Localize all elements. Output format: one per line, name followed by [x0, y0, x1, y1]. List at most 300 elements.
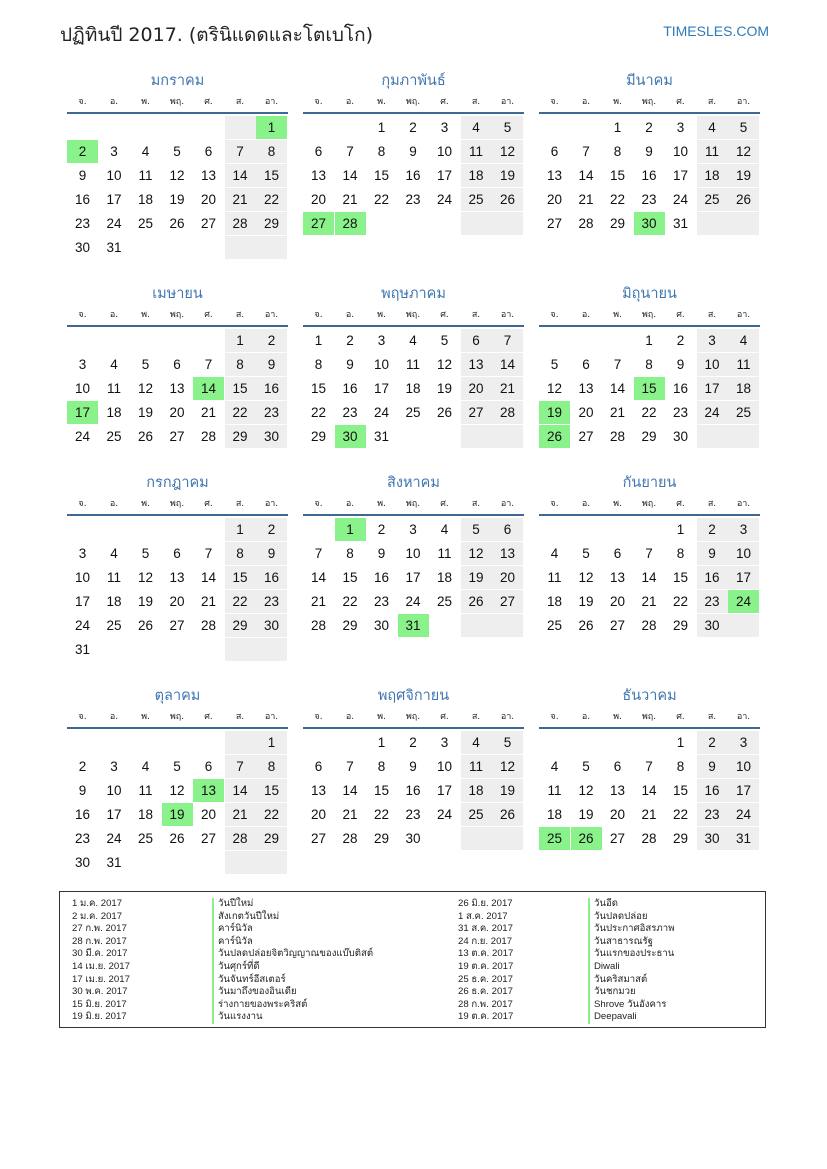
day-cell[interactable]: 4: [440, 522, 449, 537]
day-cell[interactable]: 1: [256, 731, 287, 754]
day-cell[interactable]: 23: [697, 803, 728, 826]
day-cell[interactable]: 20: [200, 807, 217, 822]
day-cell[interactable]: 2: [377, 522, 386, 537]
day-cell[interactable]: 21: [200, 405, 217, 420]
day-cell[interactable]: 21: [641, 807, 657, 822]
day-cell[interactable]: 26: [492, 188, 523, 211]
day-cell[interactable]: 27: [200, 216, 217, 231]
day-cell[interactable]: 7: [645, 546, 653, 561]
day-cell[interactable]: 29: [256, 212, 287, 235]
day-cell[interactable]: 2: [256, 518, 287, 541]
day-cell[interactable]: 14: [609, 381, 626, 396]
day-cell[interactable]: 30: [405, 831, 421, 846]
day-cell[interactable]: 17: [106, 807, 122, 822]
day-cell[interactable]: 11: [547, 570, 562, 585]
day-cell[interactable]: 18: [697, 164, 728, 187]
day-cell[interactable]: 25: [728, 401, 759, 424]
day-cell[interactable]: 29: [609, 216, 626, 231]
day-cell[interactable]: 27: [492, 590, 523, 613]
day-cell[interactable]: 10: [373, 357, 390, 372]
day-cell[interactable]: 7: [645, 759, 653, 774]
day-cell[interactable]: 7: [346, 144, 354, 159]
day-cell[interactable]: 28: [200, 429, 217, 444]
day-cell[interactable]: 30: [672, 429, 689, 444]
day-cell[interactable]: 21: [492, 377, 523, 400]
day-cell[interactable]: 4: [550, 759, 559, 774]
day-cell[interactable]: 17: [728, 566, 759, 589]
day-cell[interactable]: 14: [641, 570, 657, 585]
day-cell[interactable]: 27: [546, 216, 563, 231]
day-cell[interactable]: 22: [342, 594, 358, 609]
holiday-day-cell[interactable]: 26: [539, 425, 570, 448]
day-cell[interactable]: 11: [697, 140, 728, 163]
day-cell[interactable]: 29: [672, 618, 689, 633]
day-cell[interactable]: 11: [547, 783, 562, 798]
day-cell[interactable]: 25: [461, 803, 492, 826]
day-cell[interactable]: 6: [314, 759, 323, 774]
day-cell[interactable]: 11: [106, 381, 121, 396]
day-cell[interactable]: 16: [74, 192, 91, 207]
day-cell[interactable]: 12: [169, 168, 185, 183]
day-cell[interactable]: 24: [106, 831, 122, 846]
day-cell[interactable]: 16: [256, 377, 287, 400]
holiday-day-cell[interactable]: 19: [539, 401, 570, 424]
day-cell[interactable]: 24: [697, 401, 728, 424]
day-cell[interactable]: 27: [169, 618, 185, 633]
day-cell[interactable]: 25: [106, 429, 122, 444]
day-cell[interactable]: 3: [409, 522, 417, 537]
day-cell[interactable]: 10: [436, 759, 453, 774]
day-cell[interactable]: 27: [461, 401, 492, 424]
day-cell[interactable]: 5: [141, 546, 150, 561]
day-cell[interactable]: 28: [200, 618, 217, 633]
day-cell[interactable]: 6: [314, 144, 323, 159]
day-cell[interactable]: 17: [373, 381, 390, 396]
day-cell[interactable]: 12: [461, 542, 492, 565]
day-cell[interactable]: 19: [728, 164, 759, 187]
day-cell[interactable]: 19: [137, 594, 154, 609]
day-cell[interactable]: 3: [728, 518, 759, 541]
day-cell[interactable]: 14: [200, 570, 217, 585]
day-cell[interactable]: 8: [645, 357, 653, 372]
day-cell[interactable]: 9: [697, 755, 728, 778]
day-cell[interactable]: 27: [310, 831, 327, 846]
holiday-day-cell[interactable]: 1: [256, 116, 287, 139]
day-cell[interactable]: 6: [613, 546, 622, 561]
day-cell[interactable]: 19: [461, 566, 492, 589]
site-link[interactable]: TIMESLES.COM: [663, 23, 769, 39]
day-cell[interactable]: 23: [641, 192, 657, 207]
day-cell[interactable]: 24: [436, 807, 453, 822]
day-cell[interactable]: 4: [461, 731, 492, 754]
day-cell[interactable]: 25: [546, 618, 563, 633]
day-cell[interactable]: 10: [106, 783, 122, 798]
day-cell[interactable]: 14: [310, 570, 327, 585]
day-cell[interactable]: 6: [582, 357, 590, 372]
day-cell[interactable]: 8: [256, 140, 287, 163]
holiday-day-cell[interactable]: 24: [728, 590, 759, 613]
day-cell[interactable]: 28: [342, 831, 358, 846]
day-cell[interactable]: 13: [310, 783, 327, 798]
holiday-day-cell[interactable]: 14: [193, 377, 224, 400]
day-cell[interactable]: 18: [546, 807, 563, 822]
day-cell[interactable]: 28: [641, 831, 657, 846]
day-cell[interactable]: 2: [409, 120, 417, 135]
day-cell[interactable]: 17: [405, 570, 421, 585]
day-cell[interactable]: 12: [169, 783, 185, 798]
day-cell[interactable]: 12: [492, 140, 523, 163]
day-cell[interactable]: 2: [645, 120, 653, 135]
day-cell[interactable]: 20: [169, 405, 185, 420]
day-cell[interactable]: 18: [106, 405, 122, 420]
day-cell[interactable]: 14: [641, 783, 657, 798]
day-cell[interactable]: 9: [78, 783, 87, 798]
day-cell[interactable]: 21: [225, 803, 256, 826]
day-cell[interactable]: 7: [225, 755, 256, 778]
day-cell[interactable]: 1: [377, 120, 386, 135]
day-cell[interactable]: 28: [225, 212, 256, 235]
day-cell[interactable]: 30: [74, 855, 91, 870]
day-cell[interactable]: 26: [436, 405, 453, 420]
day-cell[interactable]: 7: [314, 546, 323, 561]
day-cell[interactable]: 18: [137, 192, 154, 207]
day-cell[interactable]: 15: [672, 783, 689, 798]
day-cell[interactable]: 8: [377, 144, 386, 159]
day-cell[interactable]: 19: [492, 779, 523, 802]
day-cell[interactable]: 24: [672, 192, 689, 207]
day-cell[interactable]: 6: [492, 518, 523, 541]
day-cell[interactable]: 6: [550, 144, 559, 159]
holiday-day-cell[interactable]: 17: [67, 401, 98, 424]
day-cell[interactable]: 2: [346, 333, 354, 348]
day-cell[interactable]: 30: [697, 827, 728, 850]
day-cell[interactable]: 13: [578, 381, 594, 396]
day-cell[interactable]: 25: [405, 405, 421, 420]
day-cell[interactable]: 7: [492, 329, 523, 352]
day-cell[interactable]: 12: [578, 570, 594, 585]
day-cell[interactable]: 14: [225, 779, 256, 802]
day-cell[interactable]: 31: [106, 855, 122, 870]
day-cell[interactable]: 16: [373, 570, 390, 585]
day-cell[interactable]: 5: [492, 731, 523, 754]
day-cell[interactable]: 26: [492, 803, 523, 826]
day-cell[interactable]: 3: [440, 120, 449, 135]
holiday-day-cell[interactable]: 2: [67, 140, 98, 163]
day-cell[interactable]: 9: [697, 542, 728, 565]
day-cell[interactable]: 19: [492, 164, 523, 187]
day-cell[interactable]: 27: [578, 429, 594, 444]
day-cell[interactable]: 15: [672, 570, 689, 585]
day-cell[interactable]: 26: [461, 590, 492, 613]
day-cell[interactable]: 24: [74, 429, 91, 444]
day-cell[interactable]: 10: [405, 546, 421, 561]
day-cell[interactable]: 2: [697, 518, 728, 541]
day-cell[interactable]: 8: [225, 353, 256, 376]
day-cell[interactable]: 14: [578, 168, 594, 183]
day-cell[interactable]: 6: [204, 759, 213, 774]
day-cell[interactable]: 29: [672, 831, 689, 846]
day-cell[interactable]: 21: [578, 192, 594, 207]
day-cell[interactable]: 9: [377, 546, 386, 561]
day-cell[interactable]: 13: [609, 570, 626, 585]
day-cell[interactable]: 4: [728, 329, 759, 352]
day-cell[interactable]: 3: [728, 731, 759, 754]
day-cell[interactable]: 17: [697, 377, 728, 400]
day-cell[interactable]: 22: [373, 192, 390, 207]
holiday-day-cell[interactable]: 30: [335, 425, 366, 448]
day-cell[interactable]: 20: [461, 377, 492, 400]
day-cell[interactable]: 22: [672, 594, 689, 609]
day-cell[interactable]: 4: [141, 759, 150, 774]
day-cell[interactable]: 22: [641, 405, 657, 420]
day-cell[interactable]: 22: [310, 405, 327, 420]
day-cell[interactable]: 13: [492, 542, 523, 565]
day-cell[interactable]: 28: [310, 618, 327, 633]
day-cell[interactable]: 2: [256, 329, 287, 352]
day-cell[interactable]: 8: [676, 546, 685, 561]
holiday-day-cell[interactable]: 1: [335, 518, 366, 541]
day-cell[interactable]: 17: [728, 779, 759, 802]
day-cell[interactable]: 2: [409, 735, 417, 750]
day-cell[interactable]: 31: [728, 827, 759, 850]
day-cell[interactable]: 12: [436, 357, 453, 372]
day-cell[interactable]: 25: [106, 618, 122, 633]
day-cell[interactable]: 28: [609, 429, 626, 444]
day-cell[interactable]: 27: [200, 831, 217, 846]
day-cell[interactable]: 15: [256, 164, 287, 187]
day-cell[interactable]: 16: [697, 779, 728, 802]
day-cell[interactable]: 6: [173, 546, 181, 561]
day-cell[interactable]: 6: [461, 329, 492, 352]
day-cell[interactable]: 31: [672, 216, 689, 231]
day-cell[interactable]: 1: [676, 735, 685, 750]
day-cell[interactable]: 3: [110, 144, 118, 159]
day-cell[interactable]: 20: [200, 192, 217, 207]
day-cell[interactable]: 30: [373, 618, 390, 633]
day-cell[interactable]: 15: [225, 377, 256, 400]
day-cell[interactable]: 4: [461, 116, 492, 139]
day-cell[interactable]: 13: [461, 353, 492, 376]
day-cell[interactable]: 12: [578, 783, 594, 798]
day-cell[interactable]: 8: [377, 759, 386, 774]
day-cell[interactable]: 5: [440, 333, 449, 348]
day-cell[interactable]: 12: [728, 140, 759, 163]
day-cell[interactable]: 3: [110, 759, 118, 774]
day-cell[interactable]: 10: [672, 144, 689, 159]
day-cell[interactable]: 19: [578, 807, 594, 822]
holiday-day-cell[interactable]: 13: [193, 779, 224, 802]
day-cell[interactable]: 23: [373, 594, 390, 609]
day-cell[interactable]: 13: [169, 570, 185, 585]
day-cell[interactable]: 27: [169, 429, 185, 444]
holiday-day-cell[interactable]: 15: [634, 377, 665, 400]
day-cell[interactable]: 19: [578, 594, 594, 609]
day-cell[interactable]: 25: [137, 216, 154, 231]
day-cell[interactable]: 4: [110, 546, 118, 561]
holiday-day-cell[interactable]: 25: [539, 827, 570, 850]
day-cell[interactable]: 14: [492, 353, 523, 376]
day-cell[interactable]: 10: [728, 755, 759, 778]
day-cell[interactable]: 29: [225, 425, 256, 448]
day-cell[interactable]: 21: [342, 807, 358, 822]
day-cell[interactable]: 29: [256, 827, 287, 850]
day-cell[interactable]: 20: [492, 566, 523, 589]
day-cell[interactable]: 16: [641, 168, 657, 183]
day-cell[interactable]: 7: [346, 759, 354, 774]
day-cell[interactable]: 8: [676, 759, 685, 774]
day-cell[interactable]: 25: [461, 188, 492, 211]
day-cell[interactable]: 1: [676, 522, 685, 537]
day-cell[interactable]: 17: [672, 168, 689, 183]
day-cell[interactable]: 22: [225, 590, 256, 613]
day-cell[interactable]: 28: [225, 827, 256, 850]
day-cell[interactable]: 18: [546, 594, 563, 609]
day-cell[interactable]: 4: [550, 546, 559, 561]
day-cell[interactable]: 15: [373, 783, 390, 798]
day-cell[interactable]: 3: [377, 333, 386, 348]
day-cell[interactable]: 22: [609, 192, 626, 207]
day-cell[interactable]: 20: [609, 594, 626, 609]
day-cell[interactable]: 29: [310, 429, 327, 444]
day-cell[interactable]: 10: [106, 168, 122, 183]
day-cell[interactable]: 15: [256, 779, 287, 802]
day-cell[interactable]: 11: [138, 783, 153, 798]
day-cell[interactable]: 14: [342, 783, 358, 798]
day-cell[interactable]: 30: [697, 614, 728, 637]
day-cell[interactable]: 9: [409, 144, 417, 159]
day-cell[interactable]: 10: [436, 144, 453, 159]
day-cell[interactable]: 1: [225, 329, 256, 352]
day-cell[interactable]: 1: [225, 518, 256, 541]
day-cell[interactable]: 6: [204, 144, 213, 159]
day-cell[interactable]: 22: [373, 807, 390, 822]
day-cell[interactable]: 16: [405, 783, 421, 798]
day-cell[interactable]: 19: [137, 405, 154, 420]
day-cell[interactable]: 5: [728, 116, 759, 139]
day-cell[interactable]: 13: [546, 168, 563, 183]
day-cell[interactable]: 11: [405, 357, 420, 372]
day-cell[interactable]: 26: [137, 429, 154, 444]
day-cell[interactable]: 13: [169, 381, 185, 396]
day-cell[interactable]: 8: [314, 357, 323, 372]
day-cell[interactable]: 2: [697, 731, 728, 754]
day-cell[interactable]: 27: [609, 831, 626, 846]
day-cell[interactable]: 2: [78, 759, 87, 774]
day-cell[interactable]: 15: [342, 570, 358, 585]
day-cell[interactable]: 1: [314, 333, 323, 348]
day-cell[interactable]: 23: [405, 807, 421, 822]
day-cell[interactable]: 13: [200, 168, 217, 183]
day-cell[interactable]: 3: [676, 120, 685, 135]
day-cell[interactable]: 22: [256, 803, 287, 826]
day-cell[interactable]: 5: [173, 144, 181, 159]
day-cell[interactable]: 16: [672, 381, 689, 396]
day-cell[interactable]: 30: [74, 240, 91, 255]
day-cell[interactable]: 29: [342, 618, 358, 633]
day-cell[interactable]: 22: [256, 188, 287, 211]
day-cell[interactable]: 23: [697, 590, 728, 613]
day-cell[interactable]: 5: [492, 116, 523, 139]
day-cell[interactable]: 20: [310, 192, 327, 207]
holiday-day-cell[interactable]: 28: [335, 212, 366, 235]
day-cell[interactable]: 15: [225, 566, 256, 589]
day-cell[interactable]: 3: [78, 357, 87, 372]
day-cell[interactable]: 2: [676, 333, 685, 348]
day-cell[interactable]: 3: [440, 735, 449, 750]
day-cell[interactable]: 11: [138, 168, 153, 183]
day-cell[interactable]: 6: [613, 759, 622, 774]
day-cell[interactable]: 26: [169, 831, 185, 846]
day-cell[interactable]: 21: [225, 188, 256, 211]
day-cell[interactable]: 26: [728, 188, 759, 211]
day-cell[interactable]: 17: [106, 192, 122, 207]
holiday-day-cell[interactable]: 31: [398, 614, 429, 637]
day-cell[interactable]: 14: [225, 164, 256, 187]
day-cell[interactable]: 23: [74, 831, 91, 846]
day-cell[interactable]: 18: [405, 381, 421, 396]
day-cell[interactable]: 20: [578, 405, 594, 420]
day-cell[interactable]: 18: [728, 377, 759, 400]
day-cell[interactable]: 9: [78, 168, 87, 183]
day-cell[interactable]: 22: [225, 401, 256, 424]
day-cell[interactable]: 16: [697, 566, 728, 589]
day-cell[interactable]: 9: [346, 357, 354, 372]
day-cell[interactable]: 8: [256, 755, 287, 778]
day-cell[interactable]: 7: [613, 357, 622, 372]
day-cell[interactable]: 4: [141, 144, 150, 159]
day-cell[interactable]: 10: [74, 570, 91, 585]
day-cell[interactable]: 26: [137, 618, 154, 633]
day-cell[interactable]: 9: [256, 542, 287, 565]
day-cell[interactable]: 17: [74, 594, 91, 609]
day-cell[interactable]: 19: [436, 381, 453, 396]
day-cell[interactable]: 5: [550, 357, 559, 372]
day-cell[interactable]: 21: [609, 405, 626, 420]
day-cell[interactable]: 3: [697, 329, 728, 352]
day-cell[interactable]: 10: [728, 542, 759, 565]
day-cell[interactable]: 5: [141, 357, 150, 372]
day-cell[interactable]: 20: [169, 594, 185, 609]
day-cell[interactable]: 4: [697, 116, 728, 139]
day-cell[interactable]: 9: [645, 144, 653, 159]
day-cell[interactable]: 16: [74, 807, 91, 822]
day-cell[interactable]: 18: [461, 164, 492, 187]
day-cell[interactable]: 29: [225, 614, 256, 637]
day-cell[interactable]: 21: [200, 594, 217, 609]
day-cell[interactable]: 21: [342, 192, 358, 207]
day-cell[interactable]: 29: [641, 429, 657, 444]
day-cell[interactable]: 28: [578, 216, 594, 231]
day-cell[interactable]: 18: [106, 594, 122, 609]
day-cell[interactable]: 16: [342, 381, 358, 396]
day-cell[interactable]: 22: [672, 807, 689, 822]
day-cell[interactable]: 26: [578, 618, 594, 633]
day-cell[interactable]: 25: [436, 594, 453, 609]
day-cell[interactable]: 21: [641, 594, 657, 609]
day-cell[interactable]: 17: [436, 168, 453, 183]
day-cell[interactable]: 23: [74, 216, 91, 231]
day-cell[interactable]: 23: [256, 590, 287, 613]
day-cell[interactable]: 3: [78, 546, 87, 561]
day-cell[interactable]: 24: [728, 803, 759, 826]
day-cell[interactable]: 11: [437, 546, 452, 561]
day-cell[interactable]: 23: [672, 405, 689, 420]
holiday-day-cell[interactable]: 26: [571, 827, 602, 850]
day-cell[interactable]: 10: [74, 381, 91, 396]
day-cell[interactable]: 5: [461, 518, 492, 541]
day-cell[interactable]: 6: [173, 357, 181, 372]
day-cell[interactable]: 4: [110, 357, 118, 372]
